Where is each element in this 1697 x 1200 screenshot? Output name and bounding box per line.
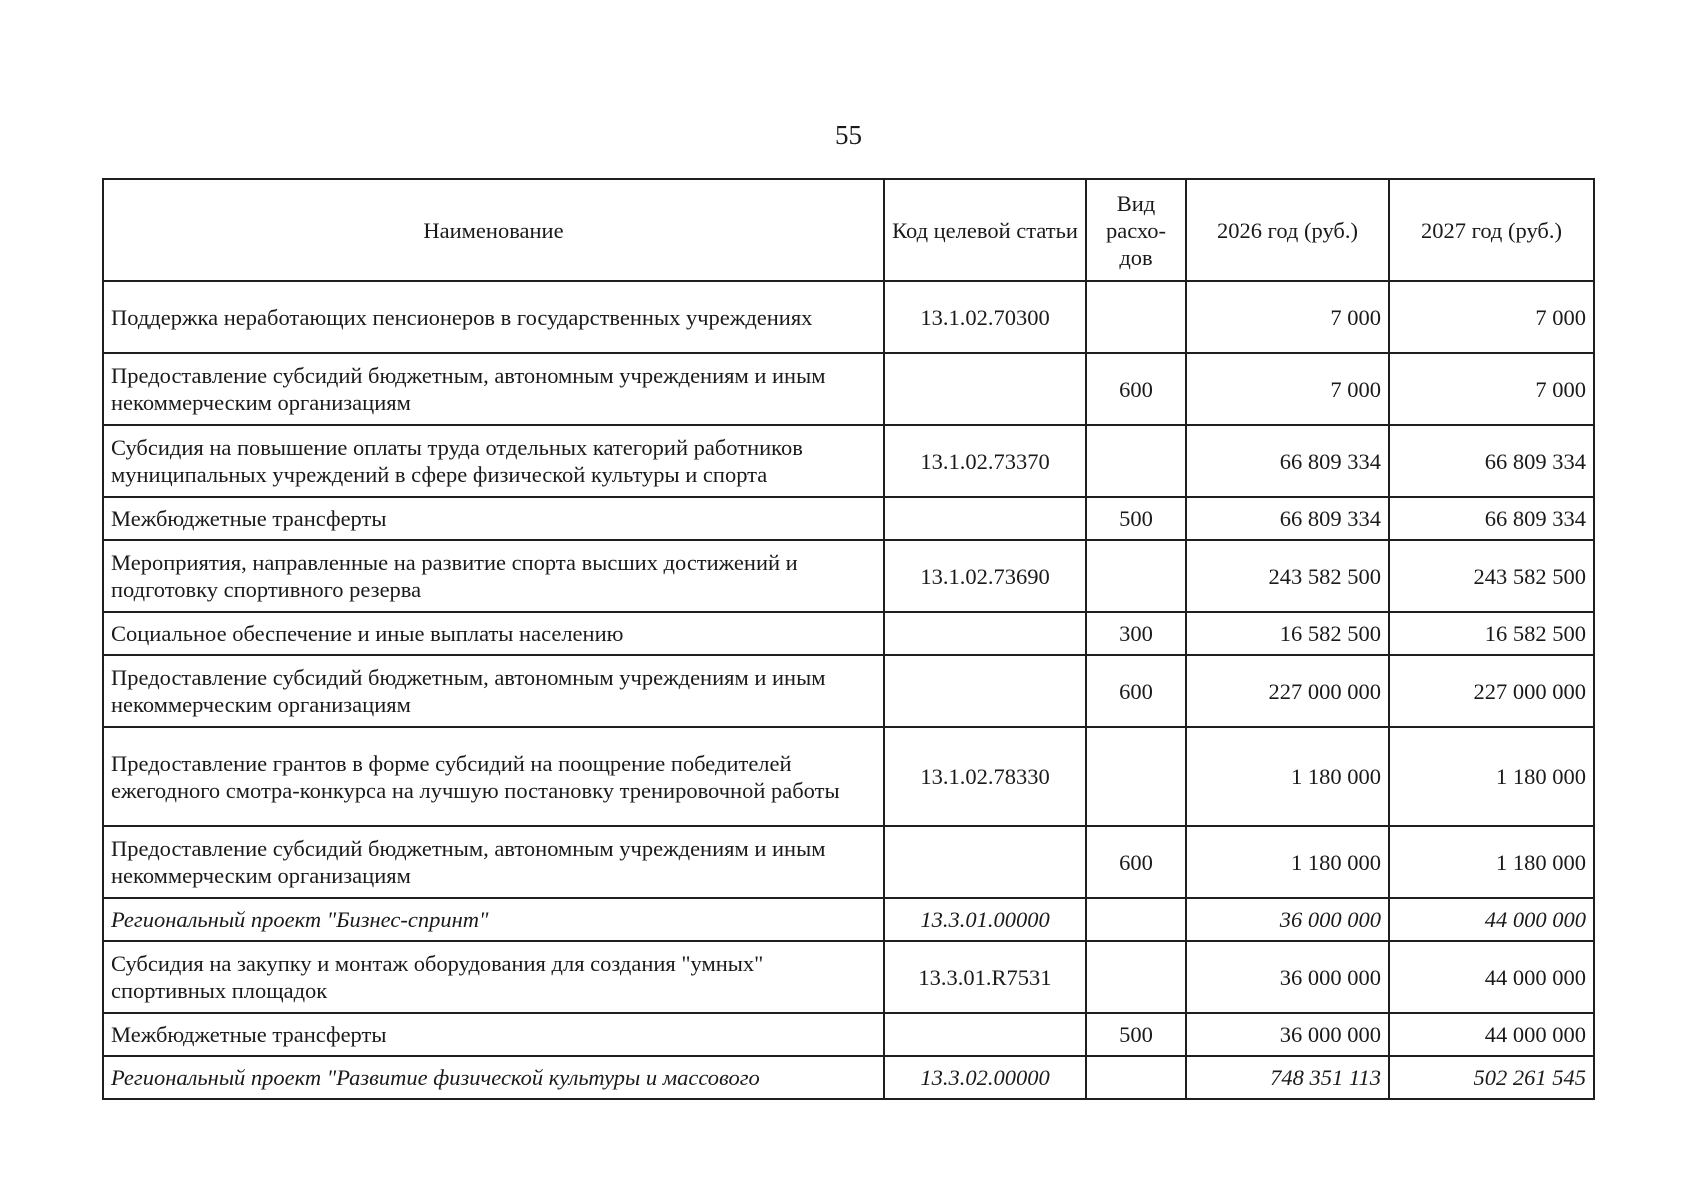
row-amount-2026: 243 582 500 (1186, 540, 1389, 612)
row-code: 13.3.01.R7531 (884, 941, 1086, 1013)
row-name: Субсидия на закупку и монтаж оборудования для создания "умных" спортивных площадок (103, 941, 884, 1013)
row-kind: 500 (1086, 1013, 1186, 1056)
table-row (103, 655, 1594, 727)
row-amount-2026: 66 809 334 (1186, 425, 1389, 497)
row-amount-2026: 16 582 500 (1186, 612, 1389, 655)
row-amount-2027: 66 809 334 (1389, 425, 1594, 497)
row-kind (1086, 727, 1186, 826)
row-name: Региональный проект "Бизнес-спринт" (103, 898, 884, 941)
row-kind: 600 (1086, 353, 1186, 425)
row-amount-2027: 227 000 000 (1389, 655, 1594, 727)
row-amount-2027: 7 000 (1389, 353, 1594, 425)
row-kind (1086, 281, 1186, 353)
row-name: Региональный проект "Развитие физической культуры и массового (103, 1056, 884, 1099)
row-amount-2027: 66 809 334 (1389, 497, 1594, 540)
table-row (103, 898, 1594, 941)
row-kind: 600 (1086, 655, 1186, 727)
row-code: 13.1.02.73690 (884, 540, 1086, 612)
header-code: Код целевой статьи (884, 179, 1086, 281)
row-code (884, 612, 1086, 655)
table-row (103, 425, 1594, 497)
row-code: 13.1.02.73370 (884, 425, 1086, 497)
row-code: 13.3.01.00000 (884, 898, 1086, 941)
table-row (103, 353, 1594, 425)
row-code: 13.1.02.78330 (884, 727, 1086, 826)
row-kind (1086, 941, 1186, 1013)
row-code (884, 1013, 1086, 1056)
row-amount-2026: 1 180 000 (1186, 826, 1389, 898)
table-row (103, 1056, 1594, 1099)
row-amount-2027: 7 000 (1389, 281, 1594, 353)
row-amount-2026: 748 351 113 (1186, 1056, 1389, 1099)
row-code: 13.3.02.00000 (884, 1056, 1086, 1099)
row-code (884, 655, 1086, 727)
row-amount-2027: 44 000 000 (1389, 898, 1594, 941)
row-kind (1086, 425, 1186, 497)
table-row (103, 540, 1594, 612)
header-kind: Вид расхо-дов (1086, 179, 1186, 281)
table-row (103, 1013, 1594, 1056)
row-name: Поддержка неработающих пенсионеров в государственных учреждениях (103, 281, 884, 353)
row-code (884, 353, 1086, 425)
row-amount-2027: 1 180 000 (1389, 826, 1594, 898)
row-code (884, 497, 1086, 540)
row-amount-2027: 44 000 000 (1389, 941, 1594, 1013)
header-2026: 2026 год (руб.) (1186, 179, 1389, 281)
row-amount-2027: 1 180 000 (1389, 727, 1594, 826)
row-kind (1086, 898, 1186, 941)
row-amount-2027: 44 000 000 (1389, 1013, 1594, 1056)
row-kind: 600 (1086, 826, 1186, 898)
row-amount-2026: 7 000 (1186, 281, 1389, 353)
row-amount-2026: 1 180 000 (1186, 727, 1389, 826)
row-name: Предоставление грантов в форме субсидий на поощрение победителей ежегодного смотра-конкурса на лучшую постановку тренировочной работы (103, 727, 884, 826)
row-kind (1086, 1056, 1186, 1099)
row-amount-2027: 16 582 500 (1389, 612, 1594, 655)
row-amount-2027: 502 261 545 (1389, 1056, 1594, 1099)
budget-table (102, 178, 1595, 1100)
row-name: Предоставление субсидий бюджетным, автономным учреждениям и иным некоммерческим организациям (103, 353, 884, 425)
row-name: Предоставление субсидий бюджетным, автономным учреждениям и иным некоммерческим организациям (103, 655, 884, 727)
row-name: Предоставление субсидий бюджетным, автономным учреждениям и иным некоммерческим организациям (103, 826, 884, 898)
header-name: Наименование (103, 179, 884, 281)
header-2027: 2027 год (руб.) (1389, 179, 1594, 281)
row-name: Социальное обеспечение и иные выплаты населению (103, 612, 884, 655)
row-name: Межбюджетные трансферты (103, 1013, 884, 1056)
row-amount-2026: 36 000 000 (1186, 898, 1389, 941)
row-amount-2026: 227 000 000 (1186, 655, 1389, 727)
row-code: 13.1.02.70300 (884, 281, 1086, 353)
row-name: Межбюджетные трансферты (103, 497, 884, 540)
row-amount-2026: 7 000 (1186, 353, 1389, 425)
table-row (103, 941, 1594, 1013)
page-number: 55 (835, 120, 862, 150)
row-kind: 500 (1086, 497, 1186, 540)
row-name: Мероприятия, направленные на развитие спорта высших достижений и подготовку спортивного резерва (103, 540, 884, 612)
table-row (103, 727, 1594, 826)
row-kind (1086, 540, 1186, 612)
row-amount-2026: 36 000 000 (1186, 1013, 1389, 1056)
row-name: Субсидия на повышение оплаты труда отдельных категорий работников муниципальных учреждений в сфере физической культуры и спорта (103, 425, 884, 497)
row-amount-2026: 36 000 000 (1186, 941, 1389, 1013)
table-row (103, 612, 1594, 655)
row-code (884, 826, 1086, 898)
table-row (103, 281, 1594, 353)
table-header-row (103, 179, 1594, 281)
row-amount-2027: 243 582 500 (1389, 540, 1594, 612)
row-kind: 300 (1086, 612, 1186, 655)
table-row (103, 826, 1594, 898)
row-amount-2026: 66 809 334 (1186, 497, 1389, 540)
table-row (103, 497, 1594, 540)
